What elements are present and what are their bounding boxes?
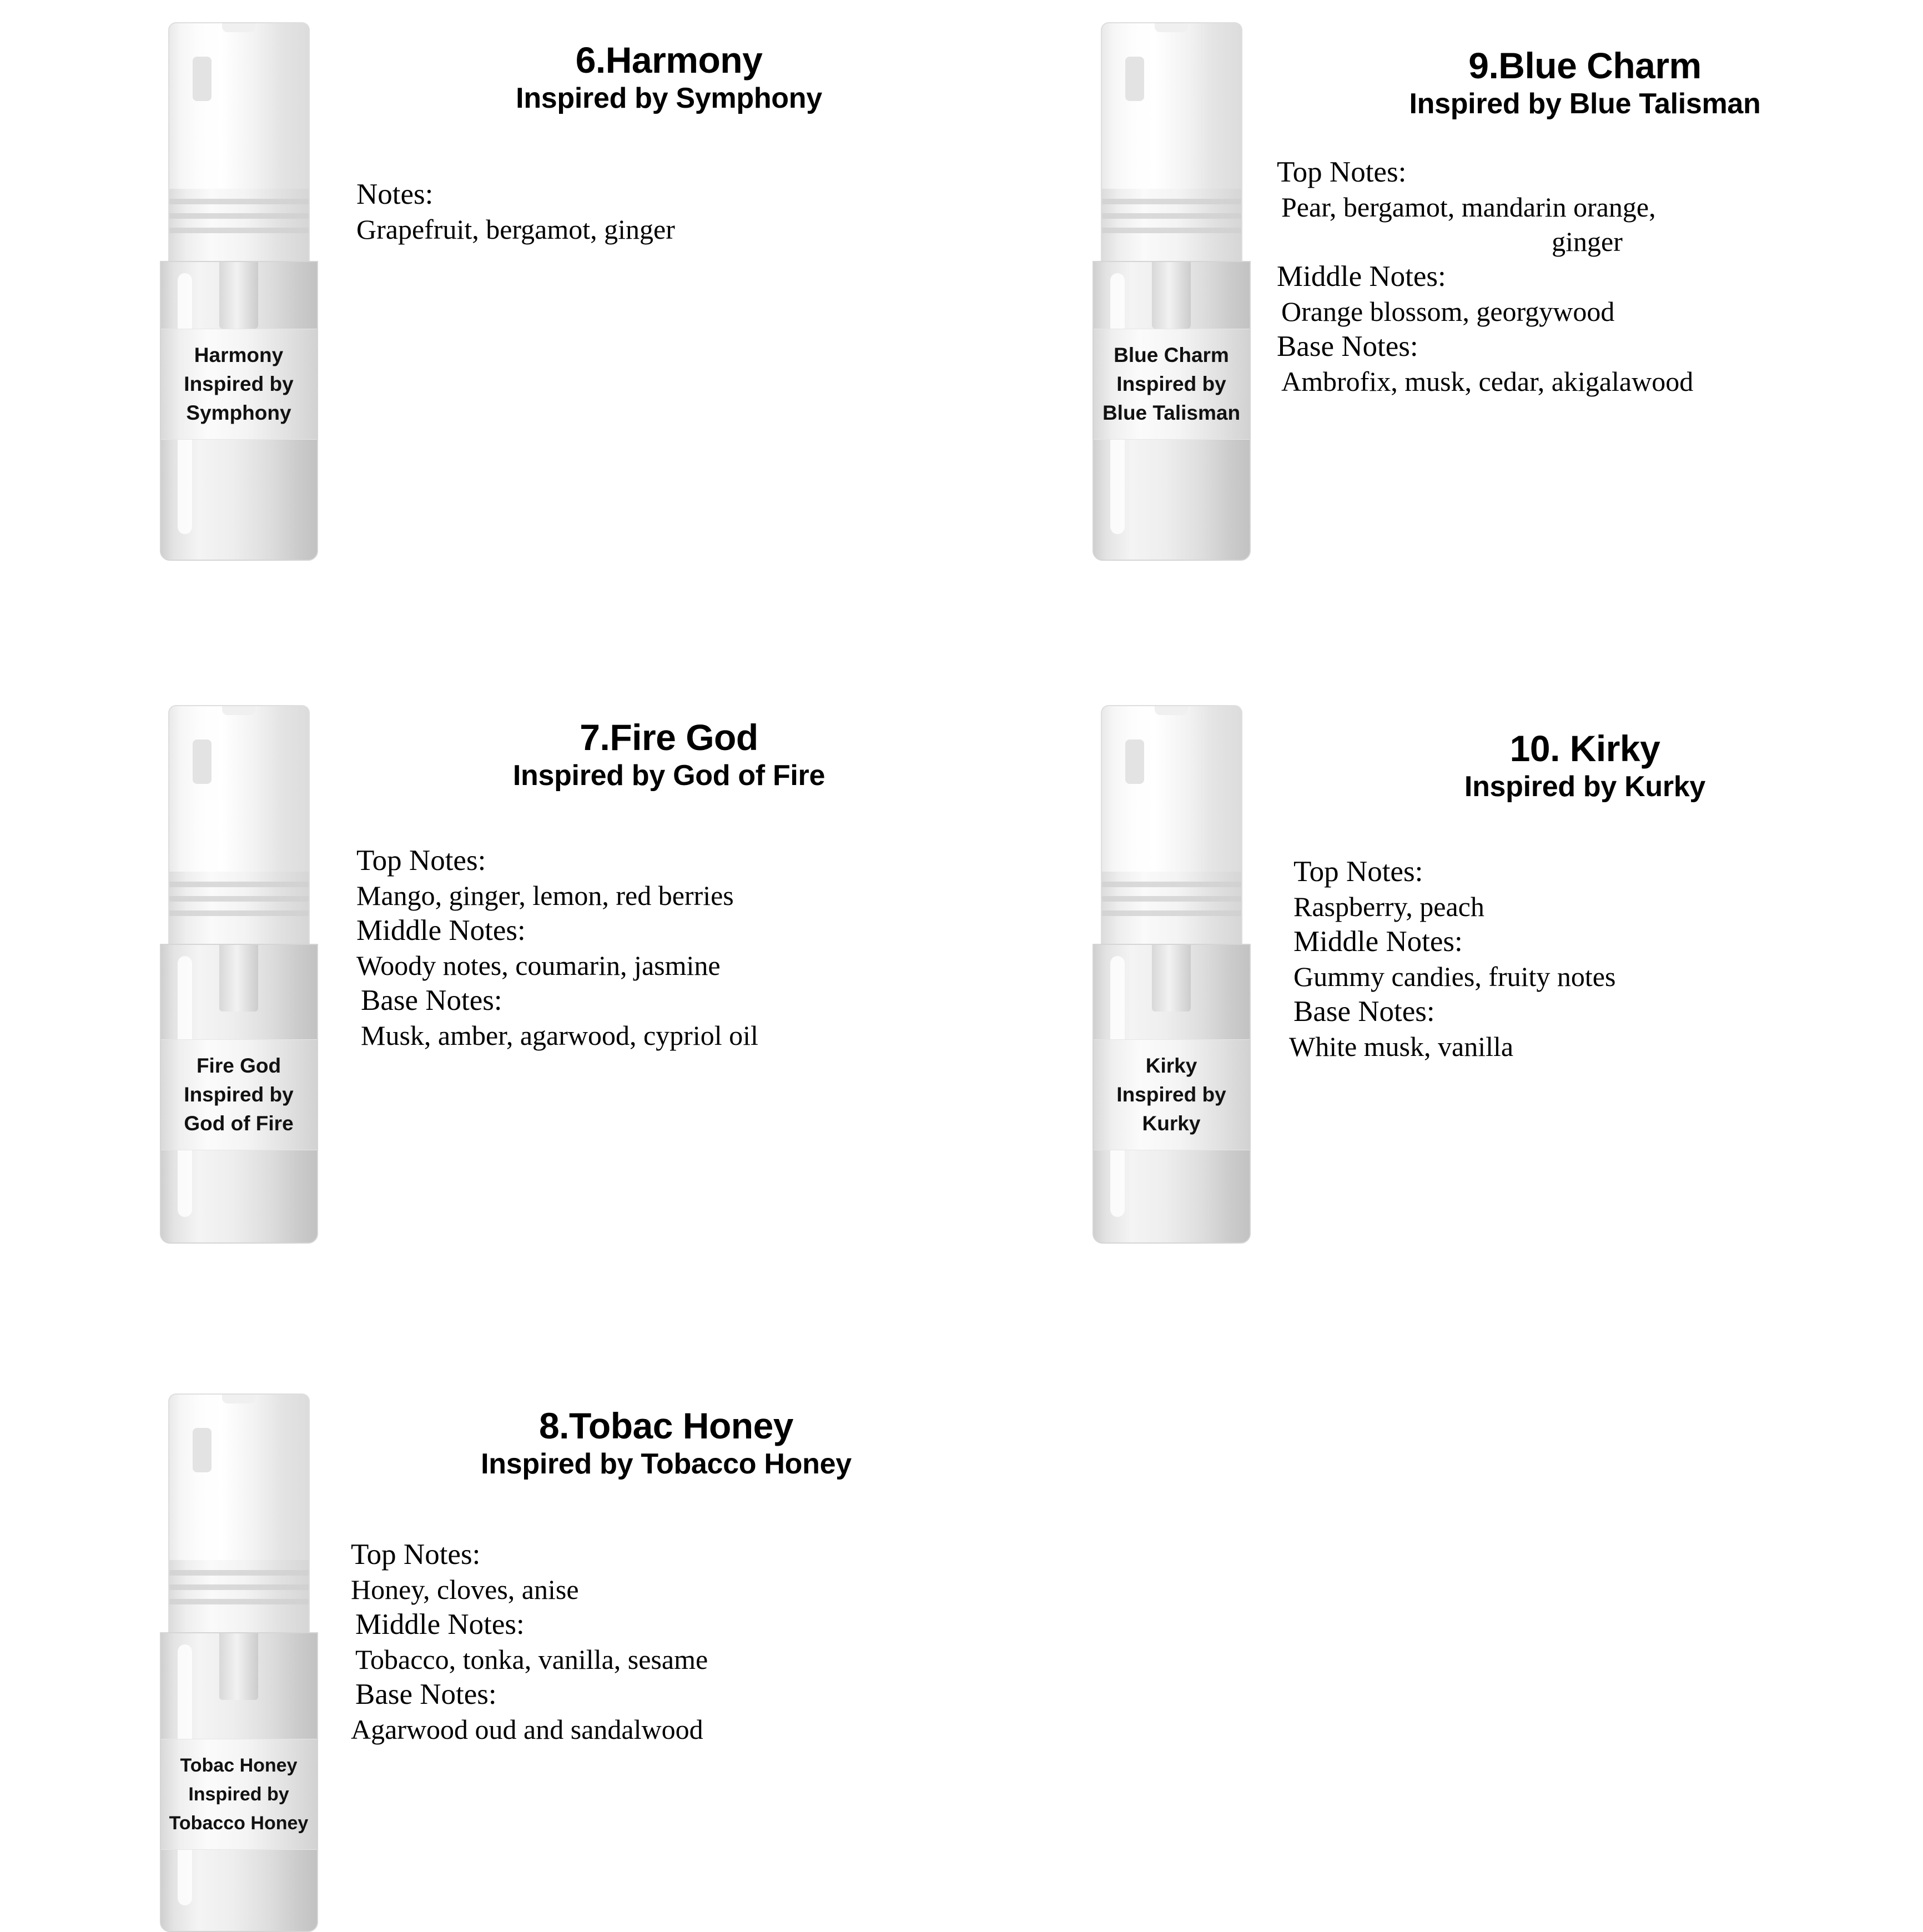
product-title: 6.Harmony bbox=[575, 39, 763, 80]
note-value: Ambrofix, musk, cedar, akigalawood bbox=[1281, 366, 1694, 397]
bottle-body bbox=[1093, 261, 1251, 561]
note-value: Woody notes, coumarin, jasmine bbox=[356, 950, 721, 981]
product-info-blue-charm bbox=[1277, 44, 1893, 399]
bottle-label-line: Inspired by bbox=[1116, 373, 1226, 395]
bottle-cap bbox=[1101, 705, 1242, 872]
cap-notch bbox=[222, 706, 255, 715]
bottle-neck bbox=[1101, 872, 1242, 944]
note-value: Grapefruit, bergamot, ginger bbox=[356, 214, 675, 245]
product-card-harmony bbox=[155, 22, 999, 600]
bottle-label-line: Symphony bbox=[186, 401, 291, 424]
note-value: Honey, cloves, anise bbox=[351, 1574, 579, 1605]
bottle-cap bbox=[168, 1393, 310, 1560]
neck-ring bbox=[169, 1599, 309, 1604]
product-card-tobac-honey bbox=[155, 1393, 999, 1921]
neck-ring bbox=[169, 228, 309, 233]
note-heading: Top Notes: bbox=[1293, 856, 1423, 888]
product-subtitle: Inspired by Tobacco Honey bbox=[481, 1448, 852, 1480]
neck-ring bbox=[1102, 199, 1241, 204]
cap-gloss bbox=[193, 739, 212, 784]
bottle-label-line: God of Fire bbox=[184, 1112, 294, 1135]
product-title: 10. Kirky bbox=[1509, 728, 1660, 769]
note-heading: Base Notes: bbox=[1293, 995, 1435, 1028]
note-heading: Base Notes: bbox=[355, 1678, 497, 1710]
bottle-illustration-harmony bbox=[155, 22, 322, 561]
neck-ring bbox=[169, 910, 309, 916]
cap-notch bbox=[222, 1395, 255, 1403]
neck-ring bbox=[169, 882, 309, 887]
bottle-label-blue-charm bbox=[1094, 329, 1250, 440]
note-heading: Middle Notes: bbox=[355, 1608, 525, 1641]
bottle-body bbox=[160, 944, 318, 1244]
product-info-tobac-honey bbox=[339, 1405, 994, 1747]
product-title: 8.Tobac Honey bbox=[538, 1405, 794, 1446]
note-value: Mango, ginger, lemon, red berries bbox=[356, 880, 734, 911]
bottle-label-fire-god bbox=[161, 1039, 317, 1150]
note-value: Musk, amber, agarwood, cypriol oil bbox=[361, 1020, 758, 1051]
note-heading: Notes: bbox=[356, 178, 434, 210]
product-card-blue-charm bbox=[1088, 22, 1899, 600]
bottle-illustration-kirky bbox=[1088, 705, 1255, 1244]
product-title: 7.Fire God bbox=[580, 717, 758, 758]
bottle-label-line: Tobac Honey bbox=[180, 1755, 298, 1776]
note-heading: Middle Notes: bbox=[1293, 925, 1463, 958]
product-info-kirky bbox=[1277, 727, 1893, 1064]
bottle-body bbox=[160, 261, 318, 561]
bottle-cap bbox=[168, 705, 310, 872]
inner-tube bbox=[219, 262, 258, 329]
bottle-label-line: Kirky bbox=[1145, 1054, 1197, 1077]
bottle-label-line: Blue Talisman bbox=[1102, 401, 1241, 424]
cap-gloss bbox=[193, 57, 212, 101]
bottle-label-line: Inspired by bbox=[1116, 1083, 1226, 1106]
neck-ring bbox=[1102, 228, 1241, 233]
product-info-fire-god bbox=[344, 716, 994, 1053]
bottle-label-tobac-honey bbox=[161, 1739, 317, 1850]
neck-ring bbox=[169, 1584, 309, 1590]
note-value: Tobacco, tonka, vanilla, sesame bbox=[355, 1644, 708, 1675]
bottle-neck bbox=[168, 1560, 310, 1632]
note-value-continued: ginger bbox=[1552, 226, 1623, 257]
inner-tube bbox=[219, 1633, 258, 1700]
note-heading: Top Notes: bbox=[351, 1538, 481, 1571]
bottle-neck bbox=[1101, 189, 1242, 261]
bottle-label-harmony bbox=[161, 329, 317, 440]
product-info-harmony bbox=[344, 39, 994, 246]
note-value: Pear, bergamot, mandarin orange, bbox=[1281, 192, 1656, 223]
bottle-label-line: Inspired by bbox=[188, 1784, 289, 1805]
product-subtitle: Inspired by Symphony bbox=[516, 82, 822, 114]
product-subtitle: Inspired by Kurky bbox=[1464, 771, 1706, 803]
notes-block bbox=[344, 843, 994, 1053]
cap-notch bbox=[222, 23, 255, 32]
bottle-label-line: Harmony bbox=[194, 344, 284, 366]
notes-block bbox=[344, 177, 994, 246]
cap-gloss bbox=[1125, 57, 1144, 101]
cap-gloss bbox=[1125, 739, 1144, 784]
note-heading: Base Notes: bbox=[361, 984, 502, 1017]
note-value: Orange blossom, georgywood bbox=[1281, 296, 1615, 327]
cap-notch bbox=[1155, 706, 1188, 715]
neck-ring bbox=[169, 213, 309, 219]
note-heading: Base Notes: bbox=[1277, 330, 1418, 363]
bottle-label-line: Fire God bbox=[196, 1054, 281, 1077]
neck-ring bbox=[1102, 213, 1241, 219]
product-subtitle: Inspired by Blue Talisman bbox=[1409, 88, 1761, 120]
neck-ring bbox=[169, 1570, 309, 1576]
product-card-kirky bbox=[1088, 705, 1899, 1294]
bottle-label-kirky bbox=[1094, 1039, 1250, 1150]
bottle-label-line: Kurky bbox=[1142, 1112, 1201, 1135]
notes-block bbox=[1277, 154, 1893, 399]
bottle-illustration-tobac-honey bbox=[155, 1393, 322, 1932]
note-heading: Middle Notes: bbox=[356, 914, 526, 947]
inner-tube bbox=[219, 945, 258, 1012]
bottle-cap bbox=[1101, 22, 1242, 189]
bottle-label-line: Tobacco Honey bbox=[169, 1813, 309, 1834]
cap-gloss bbox=[193, 1428, 212, 1472]
product-subtitle: Inspired by God of Fire bbox=[512, 759, 825, 792]
note-heading: Middle Notes: bbox=[1277, 260, 1446, 293]
product-title: 9.Blue Charm bbox=[1468, 45, 1701, 86]
neck-ring bbox=[169, 896, 309, 902]
note-heading: Top Notes: bbox=[1277, 156, 1407, 188]
note-heading: Top Notes: bbox=[356, 844, 486, 877]
inner-tube bbox=[1152, 262, 1191, 329]
bottle-illustration-blue-charm bbox=[1088, 22, 1255, 561]
bottle-label-line: Inspired by bbox=[184, 373, 294, 395]
bottle-label-line: Blue Charm bbox=[1114, 344, 1229, 366]
cap-notch bbox=[1155, 23, 1188, 32]
note-value: Gummy candies, fruity notes bbox=[1293, 961, 1616, 992]
note-value: Agarwood oud and sandalwood bbox=[351, 1714, 703, 1745]
product-card-fire-god bbox=[155, 705, 999, 1294]
bottle-neck bbox=[168, 872, 310, 944]
bottle-body bbox=[1093, 944, 1251, 1244]
neck-ring bbox=[1102, 882, 1241, 887]
bottle-cap bbox=[168, 22, 310, 189]
neck-ring bbox=[1102, 896, 1241, 902]
notes-block bbox=[1277, 854, 1893, 1064]
bottle-neck bbox=[168, 189, 310, 261]
notes-block bbox=[339, 1537, 994, 1747]
note-value: White musk, vanilla bbox=[1289, 1031, 1514, 1062]
note-value: Raspberry, peach bbox=[1293, 891, 1484, 922]
neck-ring bbox=[1102, 910, 1241, 916]
bottle-label-line: Inspired by bbox=[184, 1083, 294, 1106]
bottle-illustration-fire-god bbox=[155, 705, 322, 1244]
neck-ring bbox=[169, 199, 309, 204]
bottle-body bbox=[160, 1632, 318, 1932]
inner-tube bbox=[1152, 945, 1191, 1012]
